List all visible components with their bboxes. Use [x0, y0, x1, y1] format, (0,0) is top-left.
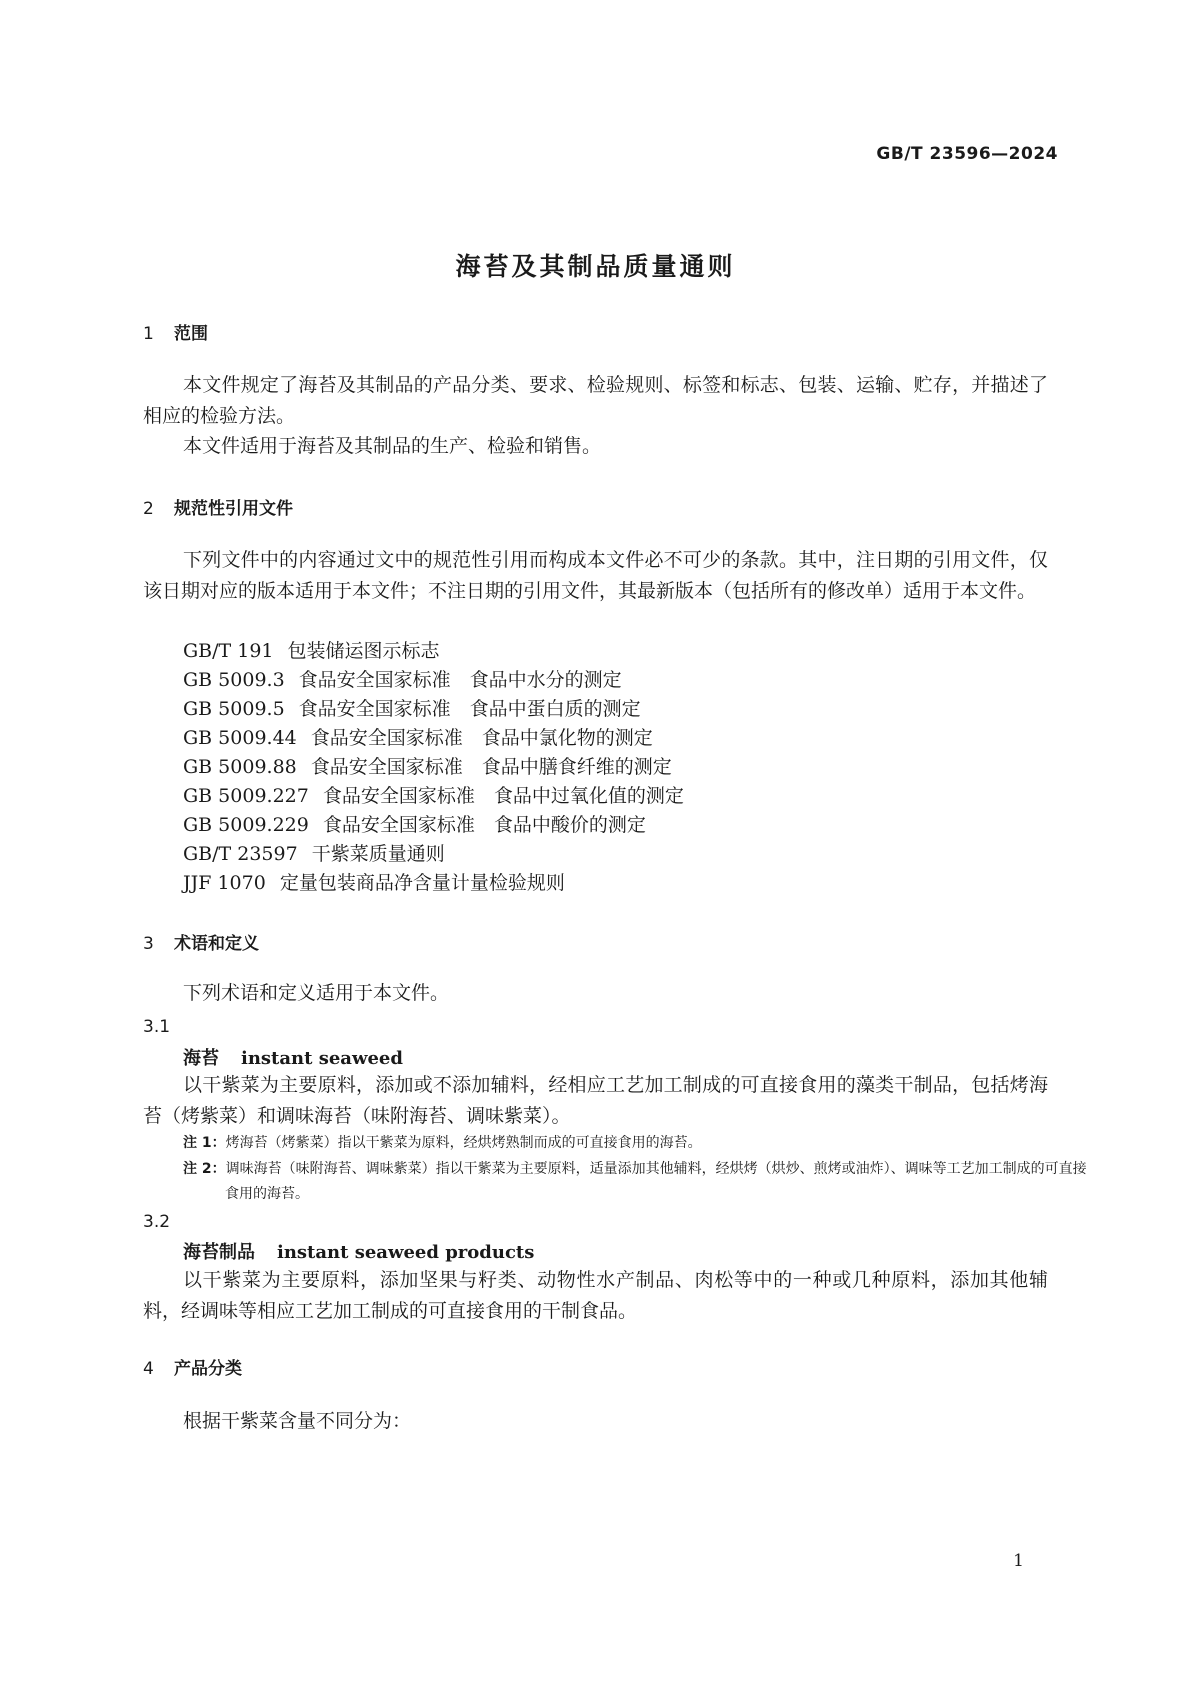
term-definition: 以干紫菜为主要原料，添加坚果与籽类、动物性水产制品、肉松等中的一种或几种原料，添加其他辅料，经调味等相应工艺加工制成的可直接食用的干制食品。	[143, 1269, 1048, 1322]
note-text: 烤海苔（烤紫菜）指以干紫菜为原料，经烘烤熟制而成的可直接食用的海苔。	[225, 1135, 702, 1151]
document-title: 海苔及其制品质量通则	[455, 252, 736, 281]
reference-title: 干紫菜质量通则	[311, 843, 445, 865]
reference-item	[183, 781, 684, 808]
normative-intro: 下列文件中的内容通过文中的规范性引用而构成本文件必不可少的条款。其中，注日期的引用文件，仅该日期对应的版本适用于本文件；不注日期的引用文件，其最新版本（包括所有的修改单）适用于本文件。	[143, 549, 1048, 602]
term-note-1	[183, 1131, 1048, 1156]
reference-code: GB 5009.5	[183, 698, 285, 720]
section-4-heading	[143, 1354, 242, 1379]
term-english: instant seaweed products	[277, 1242, 535, 1263]
reference-code: GB 5009.88	[183, 756, 297, 778]
reference-title: 食品安全国家标准 食品中过氧化值的测定	[322, 785, 684, 807]
section-2-heading	[143, 494, 293, 519]
section-number: 1	[143, 324, 154, 344]
section-title: 产品分类	[174, 1359, 242, 1379]
standard-number: GB/T 23596—2024	[876, 144, 1058, 164]
classification-intro: 根据干紫菜含量不同分为：	[183, 1410, 412, 1432]
reference-item	[183, 752, 672, 779]
reference-item	[183, 839, 445, 866]
reference-code: JJF 1070	[183, 872, 266, 894]
reference-code: GB/T 23597	[183, 843, 298, 865]
section-1-heading	[143, 319, 208, 344]
section-number: 3	[143, 934, 154, 954]
reference-item	[183, 636, 440, 663]
reference-code: GB 5009.44	[183, 727, 297, 749]
term-english: instant seaweed	[241, 1048, 403, 1069]
terms-intro: 下列术语和定义适用于本文件。	[183, 982, 450, 1004]
note-label: 注 2：	[183, 1161, 226, 1177]
reference-title: 包装储运图示标志	[287, 640, 440, 662]
section-title: 规范性引用文件	[174, 499, 293, 519]
section-3-heading	[143, 929, 259, 954]
scope-paragraph-2: 本文件适用于海苔及其制品的生产、检验和销售。	[183, 435, 602, 457]
reference-item	[183, 694, 641, 721]
term-number: 3.1	[143, 1017, 171, 1037]
page-number: 1	[1013, 1551, 1024, 1571]
term-definition: 以干紫菜为主要原料，添加或不添加辅料，经相应工艺加工制成的可直接食用的藻类干制品，包括烤海苔（烤紫菜）和调味海苔（味附海苔、调味紫菜）。	[143, 1074, 1048, 1127]
reference-code: GB 5009.3	[183, 669, 285, 691]
reference-title: 食品安全国家标准 食品中酸价的测定	[322, 814, 646, 836]
reference-item	[183, 868, 565, 895]
section-number: 4	[143, 1359, 154, 1379]
term-heading	[183, 1238, 534, 1264]
section-number: 2	[143, 499, 154, 519]
reference-title: 食品安全国家标准 食品中蛋白质的测定	[298, 698, 641, 720]
reference-code: GB 5009.227	[183, 785, 309, 807]
reference-item	[183, 810, 646, 837]
reference-item	[183, 723, 653, 750]
reference-code: GB 5009.229	[183, 814, 309, 836]
reference-title: 食品安全国家标准 食品中氯化物的测定	[310, 727, 653, 749]
reference-item	[183, 665, 622, 692]
scope-paragraph-1: 本文件规定了海苔及其制品的产品分类、要求、检验规则、标签和标志、包装、运输、贮存，并描述了相应的检验方法。	[143, 374, 1048, 427]
section-title: 范围	[174, 324, 208, 344]
section-title: 术语和定义	[174, 934, 259, 954]
reference-title: 食品安全国家标准 食品中水分的测定	[298, 669, 622, 691]
term-heading	[183, 1044, 403, 1070]
term-note-2	[183, 1157, 1090, 1207]
reference-title: 定量包装商品净含量计量检验规则	[279, 872, 565, 894]
reference-code: GB/T 191	[183, 640, 274, 662]
term-chinese: 海苔制品	[183, 1242, 255, 1263]
term-chinese: 海苔	[183, 1048, 219, 1069]
note-label: 注 1：	[183, 1135, 226, 1151]
reference-title: 食品安全国家标准 食品中膳食纤维的测定	[310, 756, 672, 778]
term-number: 3.2	[143, 1212, 171, 1232]
note-text: 调味海苔（味附海苔、调味紫菜）指以干紫菜为主要原料，适量添加其他辅料，经烘烤（烘炒、煎烤或油炸）、调味等工艺加工制成的可直接食用的海苔。	[225, 1161, 1087, 1202]
